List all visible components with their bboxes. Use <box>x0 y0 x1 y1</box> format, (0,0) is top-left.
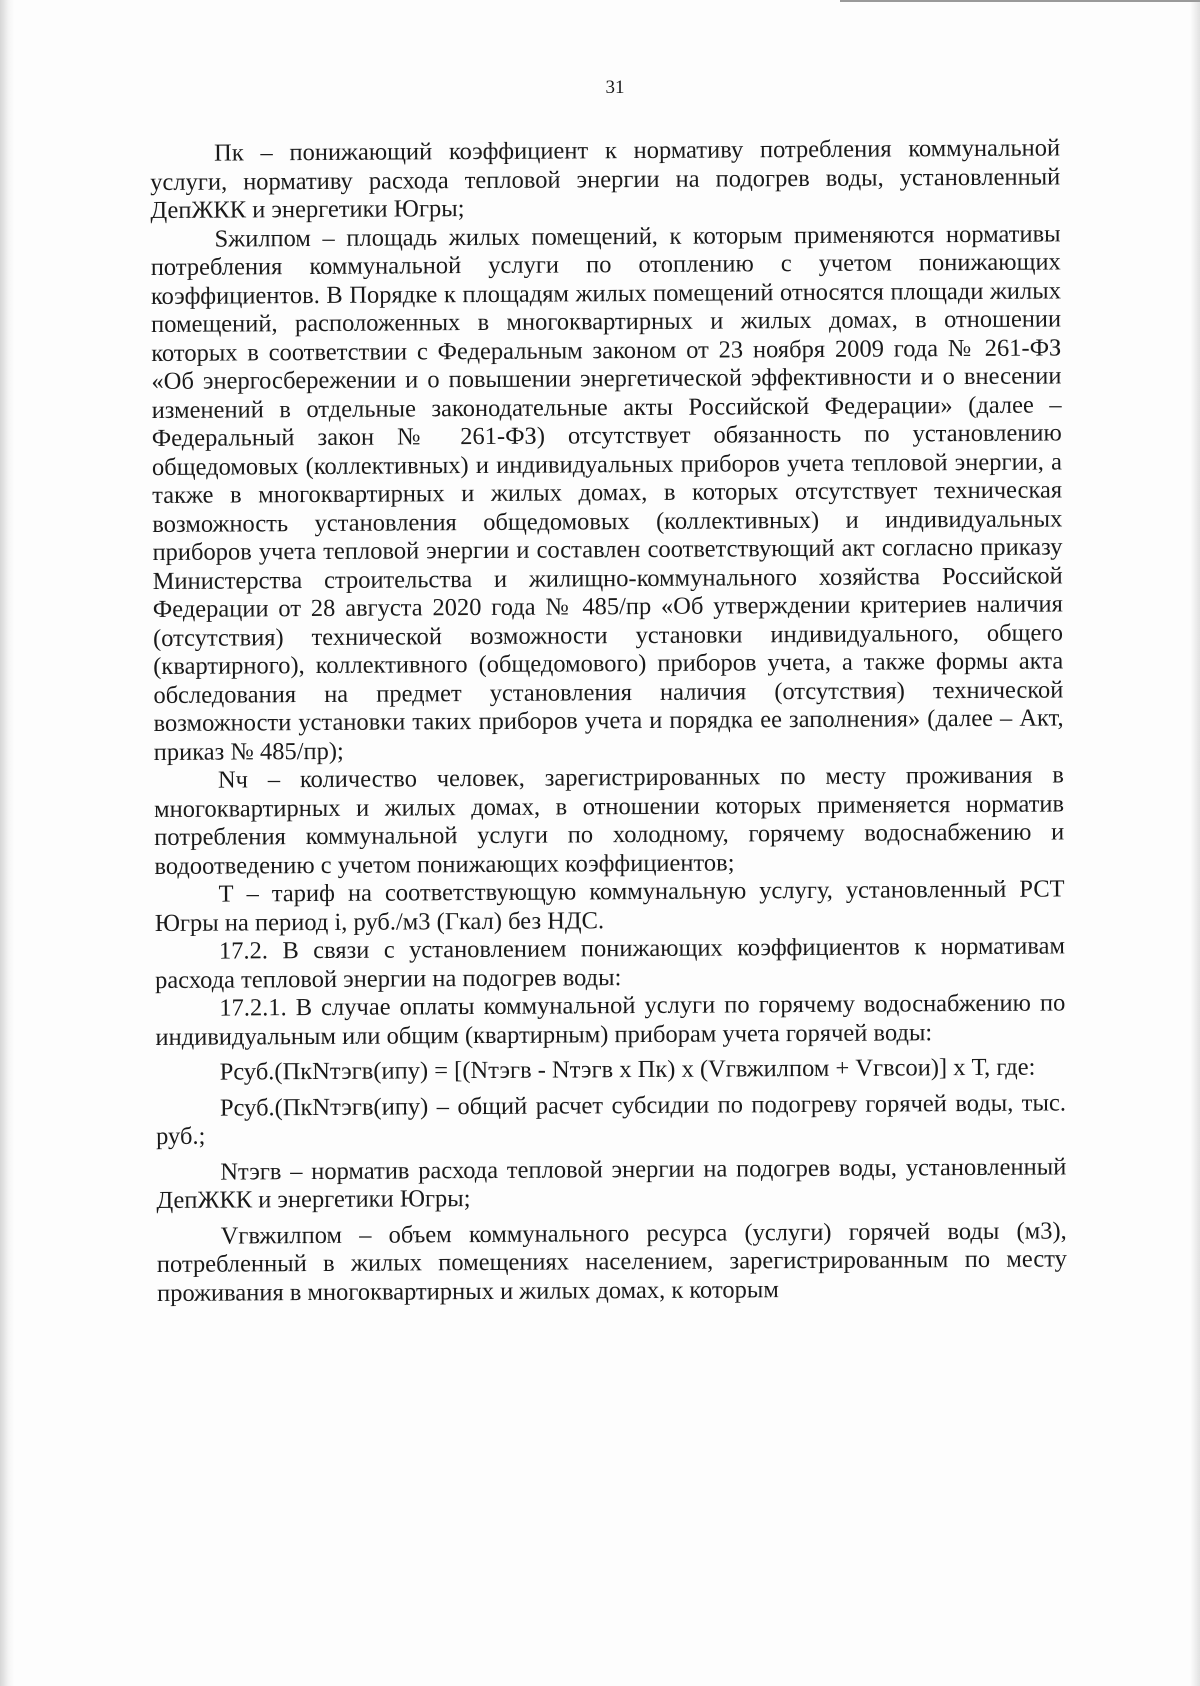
paragraph-pk-definition: Пк – понижающий коэффициент к нормативу потребления коммунальной услуги, нормативу расхода тепловой энергии на подогрев воды, установленный ДепЖКК и энергетики Югры; <box>150 134 1061 224</box>
paragraph-ntegv-definition: Nтэгв – норматив расхода тепловой энергии на подогрев воды, установленный ДепЖКК и энергетики Югры; <box>156 1152 1067 1214</box>
paragraph-vgv-definition: Vгвжилпом – объем коммунального ресурса (услуги) горячей воды (м3), потребленный в жилых помещениях населением, зарегистрированным по месту проживания в многоквартирных и жилых домах, к которым <box>156 1216 1067 1307</box>
paragraph-formula: Рсуб.(ПкNтэгв(ипу) = [(Nтэгв - Nтэгв х Пк) х (Vгвжилпом + Vгвсои)] х Т, где: <box>219 1053 1036 1086</box>
document-body <box>150 134 1067 1308</box>
paragraph-t-tariff-definition: Т – тариф на соответствующую коммунальную услугу, установленный РСТ Югры на период i, руб./м3 (Гкал) без НДС. <box>154 875 1065 937</box>
page-number: 31 <box>605 77 625 98</box>
paragraph-section-17-2: 17.2. В связи с установлением понижающих коэффициентов к нормативам расхода тепловой энергии на подогрев воды: <box>155 932 1066 994</box>
paragraph-nch-definition: Nч – количество человек, зарегистрированных по месту проживания в многоквартирных и жилых домах, в отношении которых применяется норматив потребления коммунальной услуги по холодному, горячему водоснабжению и водоотведению с учетом понижающих коэффициентов; <box>154 761 1065 880</box>
paragraph-rsub-definition: Рсуб.(ПкNтэгв(ипу) – общий расчет субсидии по подогреву горячей воды, тыс. руб.; <box>156 1088 1066 1150</box>
paragraph-section-17-2-1: 17.2.1. В случае оплаты коммунальной услуги по горячему водоснабжению по индивидуальным или общим (квартирным) приборам учета горячей воды: <box>155 989 1066 1051</box>
top-edge-line <box>840 0 1200 2</box>
paragraph-s-living-area-definition: Sжилпом – площадь жилых помещений, к которым применяются нормативы потребления коммунальной услуги по отоплению с учетом понижающих коэффициентов. В Порядке к площадям жилых помещений относятся площади жилых помещений, расположенных в многоквартирных и жилых домах, в отношении которых в соответствии с Федеральным законом от 23 ноября 2009 года № 261-ФЗ «Об энергосбережении и о повышении энергетической эффективности и о внесении изменений в отдельные законодательные акты Российской Федерации» (далее – Федеральный закон № 261-ФЗ) отсутствует обязанность по установлению общедомовых (коллективных) и индивидуальных приборов учета тепловой энергии, а также в многоквартирных и жилых домах, в которых отсутствует техническая возможность установления общедомовых (коллективных) и индивидуальных приборов учета тепловой энергии и составлен соответствующий акт согласно приказу Министерства строительства и жилищно-коммунального хозяйства Российской Федерации от 28 августа 2020 года № 485/пр «Об утверждении критериев наличия (отсутствия) технической возможности установки индивидуального, общего (квартирного), коллективного (общедомового) приборов учета, а также формы акта обследования на предмет установления наличия (отсутствия) технической возможности установки таких приборов учета и порядка ее заполнения» (далее – Акт, приказ № 485/пр); <box>150 219 1064 766</box>
scan-shadow-left <box>0 0 14 1686</box>
scan-shadow-right <box>1190 0 1200 1686</box>
